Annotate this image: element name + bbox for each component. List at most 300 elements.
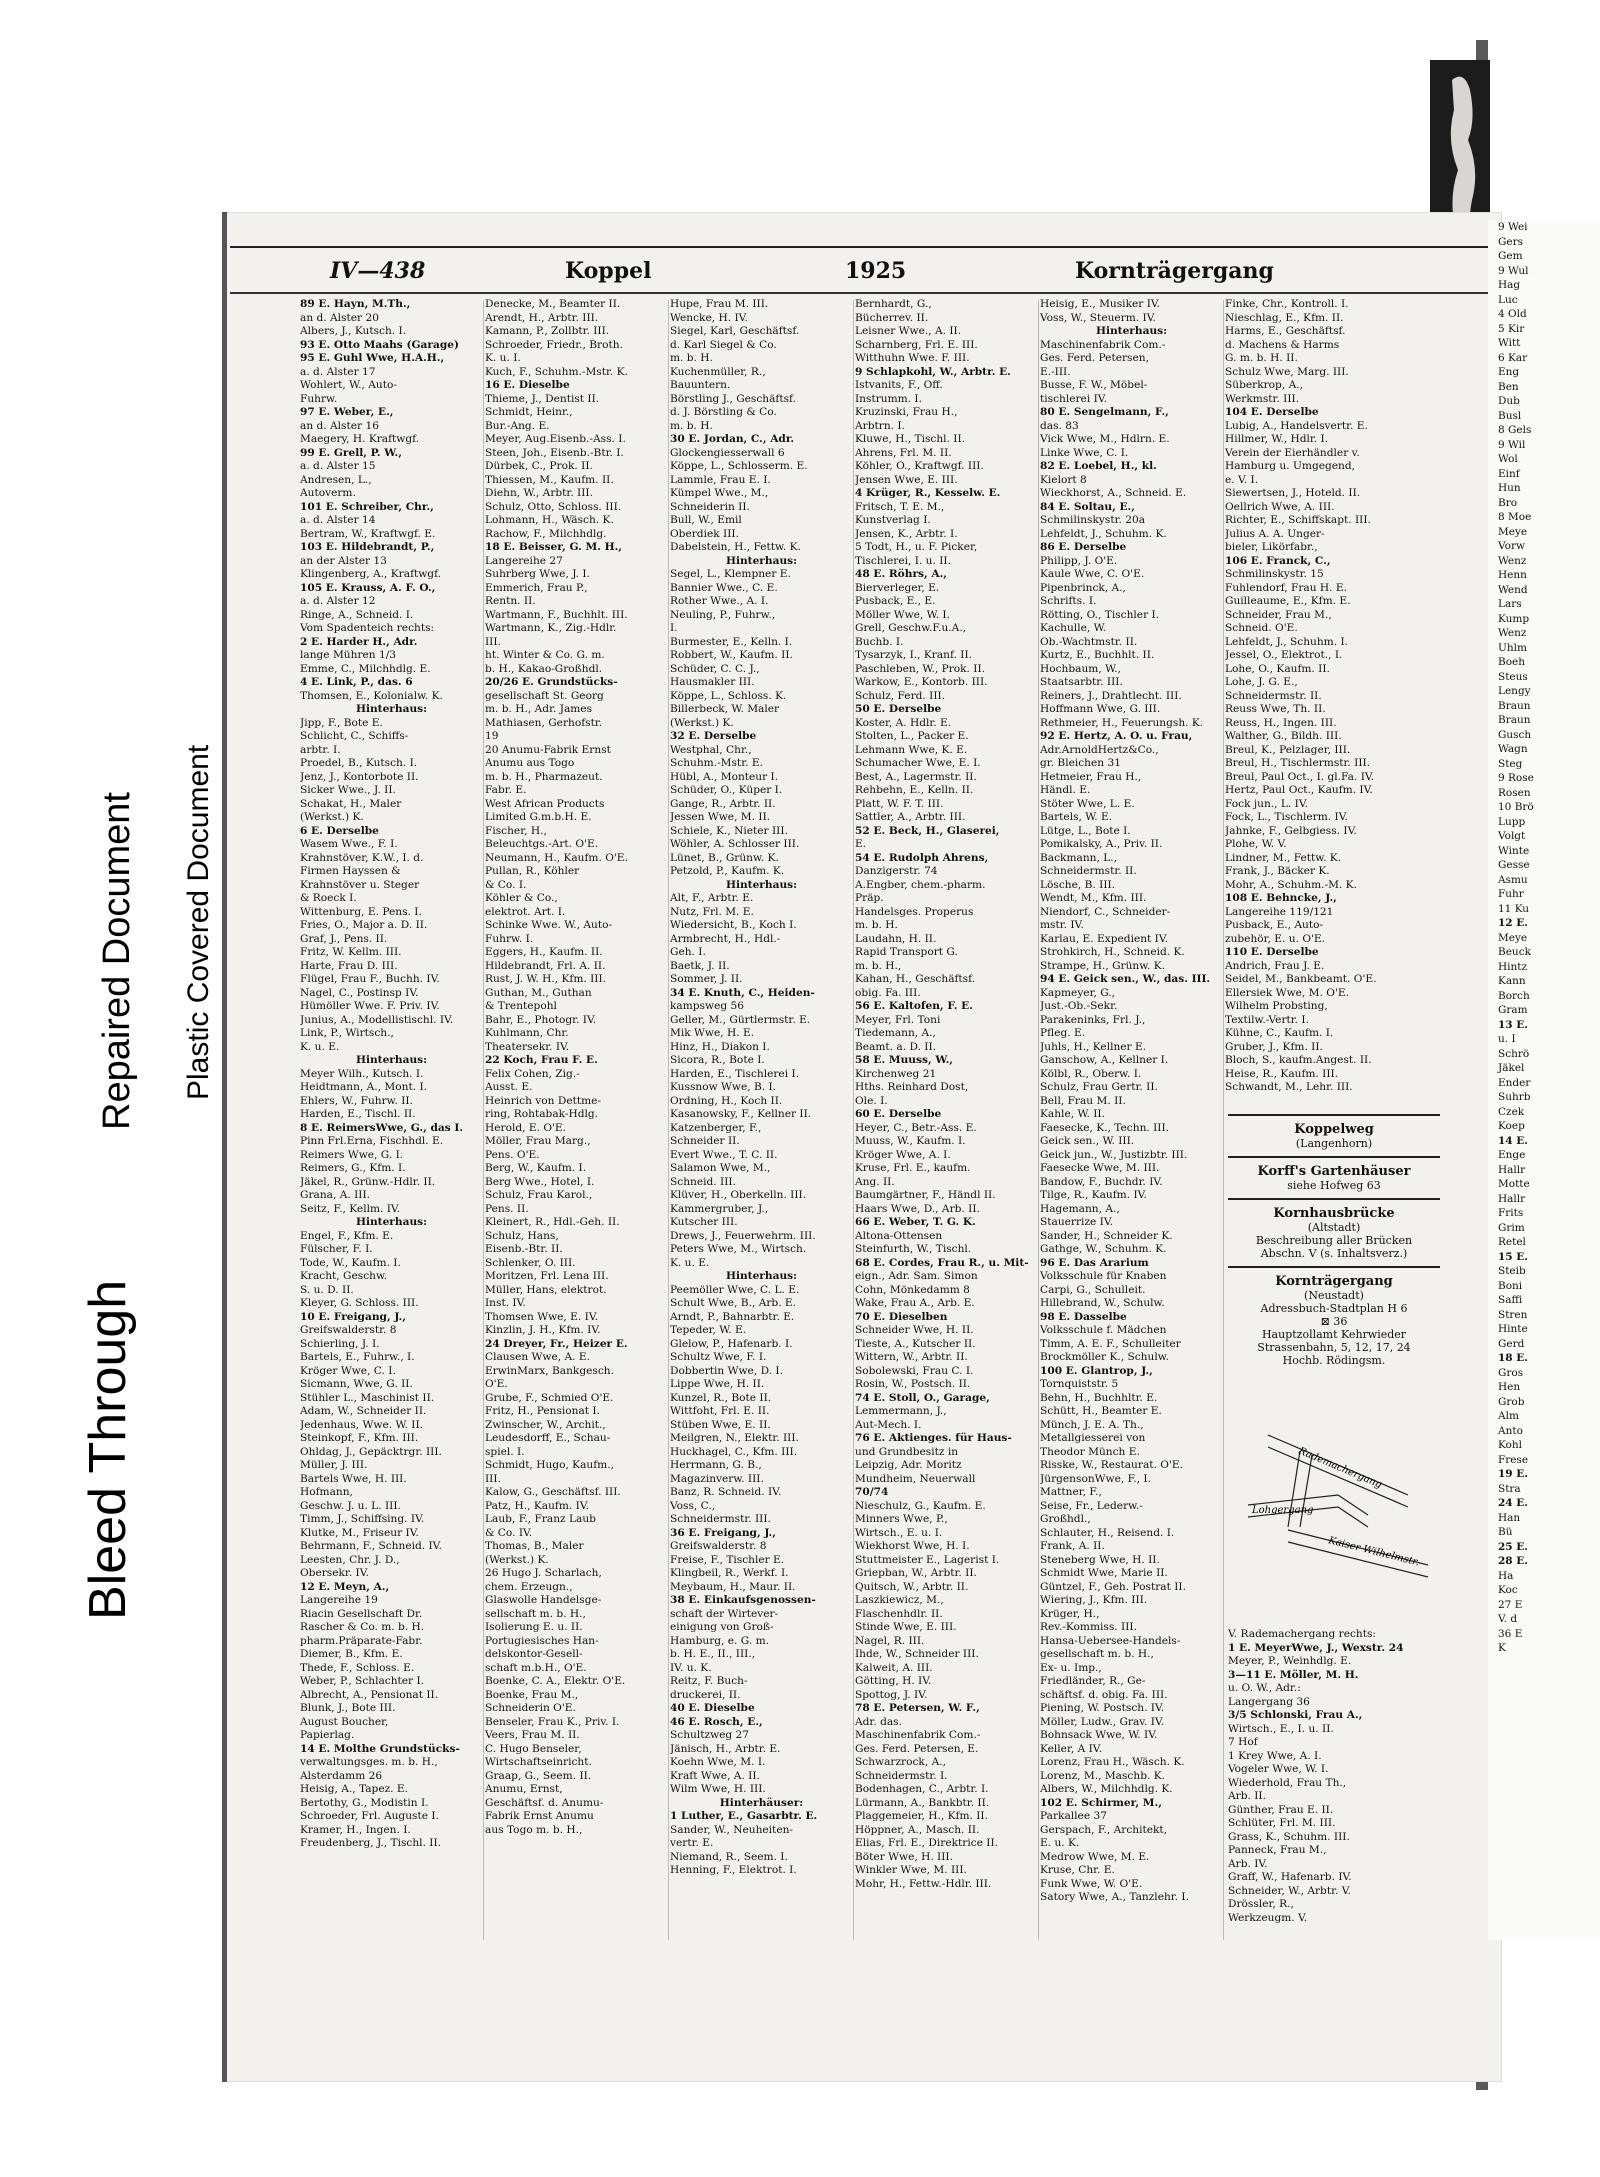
directory-entry: Jensen Wwe, E. III. [855,473,958,486]
directory-entry: Bartels, W. E. [1040,811,1113,823]
directory-entry: Busse, F. W., Möbel- [1040,379,1148,391]
directory-entry: Julius A. A. Unger- [1225,527,1325,540]
directory-entry: Veers, Frau M. II. [485,1729,580,1741]
directory-entry: Ohldag, J., Gepäcktrgr. III. [300,1445,442,1458]
directory-entry: Krüger, H., [1040,1607,1100,1620]
directory-entry: schaft der Wirtever- [670,1607,779,1620]
directory-entry: 19 E. [1498,1468,1528,1480]
directory-entry: 8 Moe [1498,511,1532,523]
directory-entry: Wenz [1498,554,1527,567]
directory-entry: Sicora, R., Bote I. [670,1054,765,1066]
directory-entry: ht. Winter & Co. G. m. [485,649,605,661]
directory-entry: Maegery, H. Kraftwgf. [300,433,420,445]
directory-entry: 20/26 E. Grundstücks- [485,676,618,688]
directory-entry: Bücherrev. II. [855,311,929,324]
directory-entry: (Werkst.) K. [485,1553,549,1566]
directory-entry: chem. Erzeugn., [485,1580,573,1593]
directory-entry: Ole. I. [855,1094,888,1107]
directory-entry: m. b. H., Pharmazeut. [485,770,603,783]
directory-entry: Jessen Wwe, M. II. [670,811,771,823]
directory-entry: 104 E. Derselbe [1225,406,1319,418]
directory-entry: Lohe, J. G. E., [1225,676,1298,688]
header-top-rule [230,246,1500,248]
directory-entry: Laudahn, H. II. [855,932,937,945]
directory-entry: Dub [1498,395,1520,407]
directory-entry: Stüben Wwe, E. II. [670,1418,771,1431]
directory-entry: 98 E. Dasselbe [1040,1310,1127,1323]
directory-entry: Flaschenhdlr. II. [855,1607,943,1620]
directory-entry: Hinterhaus: [355,1054,428,1066]
directory-entry: eign., Adr. Sam. Simon [855,1270,978,1282]
directory-entry: Bull, W., Emil [670,514,742,526]
directory-entry: 16 E. Dieselbe [485,379,570,391]
directory-entry: Harden, E., Tischl. II. [300,1108,416,1120]
kornhaus-note: Abschn. V (s. Inhaltsverz.) [1260,1247,1408,1260]
directory-entry: 19 [485,730,499,742]
directory-entry: Süberkrop, A., [1225,379,1303,391]
directory-entry: Tepeder, W. E. [670,1324,747,1336]
directory-entry: Schüder, O., Küper I. [670,784,783,796]
directory-entry: Wol [1498,453,1518,465]
directory-entry: Panneck, Frau M., [1228,1844,1327,1856]
directory-entry: 25 E. [1498,1540,1528,1553]
directory-entry: Han [1498,1511,1521,1524]
directory-entry: 54 E. Rudolph Ahrens, [855,851,989,864]
directory-entry: Stöter Wwe, L. E. [1040,797,1135,810]
directory-entry: gesellschaft m. b. H., [1040,1648,1154,1660]
directory-entry: pharm.Präparate-Fabr. [300,1634,423,1647]
directory-entry: 76 E. Aktienges. für Haus- [855,1432,1012,1444]
directory-entry: Limited G.m.b.H. E. [485,811,592,823]
directory-entry: Kaule Wwe, C. O'E. [1040,568,1145,580]
directory-entry: Ha [1498,1569,1514,1582]
directory-entry: Bro [1498,496,1518,509]
directory-entry: 18 E. [1498,1352,1528,1364]
directory-entry: Lorenz, M., Maschb. K. [1040,1769,1165,1782]
directory-entry: Bauuntern. [670,379,731,391]
directory-entry: Parakeninks, Frl. J., [1040,1013,1146,1026]
directory-entry: Glaswolle Handelsge- [485,1594,602,1606]
directory-entry: Vom Spadenteich rechts: [300,622,435,634]
directory-entry: Schulz, Otto, Schloss. III. [485,500,622,513]
directory-entry: d. J. Börstling & Co. [670,406,777,418]
directory-entry: Proedel, B., Kutsch. I. [300,757,418,769]
directory-entry: delskontor-Gesell- [485,1648,583,1660]
directory-entry: Rev.-Kommiss. III. [1040,1621,1137,1633]
directory-entry: Heisig, E., Musiker IV. [1040,298,1161,310]
directory-entry: Klingbeil, R., Werkf. I. [670,1567,789,1579]
directory-entry: 12 E. Meyn, A., [300,1580,390,1593]
directory-entry: Breul, Paul Oct., I. gl.Fa. IV. [1225,770,1375,783]
directory-entry: m. b. H., Adr. James [485,703,593,715]
directory-entry: IV. u. K. [670,1661,712,1674]
directory-entry: Wiering, J., Kfm. III. [1040,1594,1148,1606]
directory-entry: Stuttmeister E., Lagerist I. [855,1553,1000,1566]
directory-entry: E. [855,838,867,850]
directory-entry: 101 E. Schreiber, Chr., [300,500,434,513]
directory-entry: III. [485,635,501,648]
directory-entry: Ahrens, Frl. M. II. [855,446,952,459]
directory-entry: Wendt, M., Kfm. III. [1040,892,1147,904]
directory-entry: 6 E. Derselbe [300,824,379,837]
directory-entry: Anumu, Ernst, [485,1783,563,1795]
directory-entry: Glockengiesserwall 6 [670,446,785,459]
directory-entry: Dürbek, C., Prok. II. [485,460,593,472]
directory-entry: Fuhrw. [300,392,338,405]
directory-entry: Ges. Ferd. Petersen, E. [855,1742,979,1755]
directory-entry: (Werkst.) K. [670,716,734,729]
directory-entry: Wenz [1498,627,1527,639]
directory-entry: 52 E. Beck, H., Glaserei, [855,824,1000,837]
directory-entry: Gram [1498,1004,1528,1016]
directory-entry: Vorw [1498,540,1525,552]
directory-entry: Tischlerei, I. u. II. [855,554,951,567]
directory-entry: Tode, W., Kaufm. I. [300,1256,401,1269]
directory-entry: 92 E. Hertz, A. O. u. Frau, [1040,730,1193,742]
directory-entry: Lünet, B., Grünw. K. [670,851,779,864]
directory-entry: 36 E. Freigang, J., [670,1526,776,1539]
directory-entry: Arb. II. [1228,1790,1266,1802]
directory-entry: Kuch, F., Schuhm.-Mstr. K. [485,365,628,378]
directory-entry: Kielort 8 [1040,473,1087,486]
korntraeger-info: ⊠ 36 [1320,1315,1348,1328]
directory-entry: Motte [1498,1178,1530,1190]
directory-entry: 48 E. Röhrs, A., [855,568,947,580]
directory-entry: Schneider Wwe, H. II. [855,1324,974,1336]
directory-entry: Schultzweg 27 [670,1729,750,1741]
directory-entry: Ben [1498,380,1519,393]
directory-entry: Lammle, Frau E. I. [670,473,771,486]
directory-entry: 10 E. Freigang, J., [300,1310,406,1323]
directory-entry: Fritz, W. Kellm. III. [300,946,402,958]
directory-entry: Lubig, A., Handelsvertr. E. [1225,419,1368,432]
korntraeger-title: Kornträgergang [1275,1274,1393,1289]
directory-entry: 66 E. Weber, T. G. K. [855,1216,976,1228]
directory-entry: Kunstverlag I. [855,514,931,526]
directory-entry: Albers, W., Milchhdlg. K. [1040,1783,1173,1795]
directory-entry: Adr. das. [855,1715,902,1728]
directory-entry: Ihde, W., Schneider III. [855,1648,979,1660]
directory-entry: Schmidt, Hugo, Kaufm., [485,1459,614,1471]
directory-entry: Greifswalderstr. 8 [300,1324,397,1336]
directory-entry: Hallr [1498,1163,1526,1176]
directory-entry: Rehbehn, E., Kelln. II. [855,784,974,796]
directory-entry: Schmidt Wwe, Marie II. [1040,1567,1168,1579]
directory-entry: Ringe, A., Schneid. I. [300,608,414,621]
directory-entry: Bü [1498,1526,1513,1538]
directory-entry: Steinfurth, W., Tischl. [855,1243,972,1255]
directory-entry: West African Products [485,797,605,810]
directory-entry: m. b. H. [855,919,898,931]
directory-entry: K. u. I. [485,352,521,364]
directory-entry: Schulz, Ferd. III. [855,689,946,702]
directory-entry: Seitz, F., Kellm. IV. [300,1202,401,1215]
directory-entry: Grass, K., Schuhm. III. [1228,1830,1350,1843]
directory-entry: Boni [1498,1279,1523,1292]
directory-entry: Schneider, W., Arbtr. V. [1228,1884,1351,1897]
directory-entry: Harte, Frau D. III. [300,959,398,972]
directory-entry: Gem [1498,250,1523,262]
directory-entry: Sobolewski, Frau C. I. [855,1364,974,1377]
directory-entry: Jedenhaus, Wwe. W. II. [300,1418,423,1431]
directory-entry: 9 Schlapkohl, W., Arbtr. E. [855,365,1011,378]
directory-entry: Witthuhn Wwe. F. III. [855,352,970,364]
directory-entry: Schneid. O'E. [1225,622,1298,634]
directory-entry: 8 E. ReimersWwe, G., das I. [300,1121,464,1134]
directory-entry: Sommer, J. II. [670,973,743,985]
directory-entry: sellschaft m. b. H., [485,1607,586,1620]
directory-entry: Kahle, W. II. [1040,1108,1105,1120]
directory-entry: Bohnsack Wwe, W. IV. [1040,1729,1158,1741]
directory-entry: Langereihe 27 [485,554,563,567]
directory-entry: Altona-Ottensen [855,1229,943,1242]
directory-entry: a. d. Alster 12 [300,595,376,607]
directory-entry: Staatsarbtr. III. [1040,676,1123,688]
directory-entry: Juhls, H., Kellner E. [1040,1040,1147,1053]
directory-entry: Kleinert, R., Hdl.-Geh. II. [485,1216,620,1228]
directory-entry: Fritsch, T. E. M., [855,500,945,513]
directory-entry: Obersekr. IV. [300,1567,369,1579]
directory-entry: Fuhrw. I. [485,932,534,945]
directory-entry: A.Engber, chem.-pharm. [855,878,986,891]
directory-entry: Winkler Wwe, M. III. [855,1864,967,1876]
directory-entry: obig. Fa. III. [855,986,921,999]
directory-entry: 27 E [1498,1598,1523,1611]
directory-entry: Eng [1498,366,1520,378]
directory-entry: 24 Dreyer, Fr., Heizer E. [485,1337,628,1350]
directory-entry: u. O. W., Adr.: [1228,1682,1301,1694]
directory-entry: Benseler, Frau K., Priv. I. [485,1715,620,1728]
korffs-subtitle: siehe Hofweg 63 [1287,1179,1381,1192]
directory-entry: a. d. Alster 14 [300,514,376,526]
directory-entry: Graf, J., Pens. II. [300,932,388,945]
directory-entry: Meye [1498,931,1528,944]
directory-entry: Brockmöller K., Schulw. [1040,1351,1169,1363]
column-1 [300,298,483,1938]
directory-entry: Elias, Frl. E., Direktrice II. [855,1837,999,1849]
directory-entry: Boeh [1498,656,1526,668]
directory-entry: Jensen, K., Arbtr. I. [855,527,958,540]
adjacent-page-strip [1488,220,1600,1940]
directory-entry: Winte [1498,844,1530,857]
directory-entry: Seise, Fr., Lederw.- [1040,1499,1143,1512]
directory-entry: 74 E. Stoll, O., Garage, [855,1391,990,1404]
directory-entry: Wirtsch., E., I. u. II. [1228,1722,1334,1735]
directory-entry: 8 Gels [1498,424,1532,436]
directory-entry: d. Karl Siegel & Co. [670,338,777,351]
directory-entry: 5 Todt, H., u. F. Picker, [855,541,978,553]
directory-entry: Schneiderin O'E. [485,1702,576,1714]
directory-entry: Hamburg, e. G. m. [670,1634,770,1647]
directory-entry: kampsweg 56 [670,1000,744,1012]
directory-entry: Bartels Wwe, H. III. [300,1472,407,1485]
directory-entry: schäftsf. d. obig. Fa. III. [1040,1688,1168,1701]
directory-entry: Henn [1498,569,1527,581]
directory-entry: 2 E. Harder H., Adr. [300,635,418,648]
directory-entry: Hofmann, [300,1486,353,1498]
directory-entry: Bertram, W., Kraftwgf. E. [300,527,436,540]
directory-entry: Asmu [1498,873,1528,886]
directory-entry: Backmann, L., [1040,851,1117,864]
directory-entry: Freise, F., Tischler E. [670,1553,785,1566]
directory-entry: Schlüter, Frl. M. III. [1228,1817,1336,1829]
directory-entry: Adr.ArnoldHertz&Co., [1040,743,1159,756]
directory-entry: Lohmann, H., Wäsch. K. [485,514,614,526]
directory-entry: Schmilinskystr. 15 [1225,568,1324,580]
directory-entry: Ges. Ferd. Petersen, [1040,352,1149,364]
directory-entry: Neuling, P., Fuhrw., [670,608,776,621]
directory-entry: 40 E. Dieselbe [670,1702,755,1714]
korntraeger-entries [1228,1628,1440,1938]
directory-entry: Grana, A. III. [300,1189,371,1201]
directory-entry: 20 Anumu-Fabrik Ernst [485,743,611,756]
directory-entry: Steen, Joh., Eisenb.-Btr. I. [485,446,624,459]
directory-entry: 110 E. Derselbe [1225,946,1319,958]
directory-entry: 70 E. Dieselben [855,1310,948,1323]
directory-entry: und Grundbesitz in [855,1445,959,1458]
directory-entry: Witt [1498,337,1521,349]
directory-entry: Tornquiststr. 5 [1040,1378,1119,1390]
directory-entry: einigung von Groß- [670,1621,774,1633]
directory-entry: Busl [1498,409,1522,422]
directory-entry: Schneidermstr. II. [1225,689,1322,702]
directory-entry: V. Rademachergang rechts: [1228,1628,1376,1640]
directory-entry: Graff, W., Hafenarb. IV. [1228,1871,1352,1883]
directory-entry: Griepban, W., Arbtr. II. [855,1567,977,1579]
directory-entry: Robbert, W., Kaufm. II. [670,649,793,661]
directory-entry: Jäkel [1498,1062,1525,1074]
directory-entry: Lehmann Wwe, K. E. [855,743,968,756]
directory-entry: Einf [1498,467,1520,480]
directory-entry: Hinterhaus: [725,878,798,891]
directory-entry: Instrumm. I. [855,392,922,405]
directory-entry: Jänisch, H., Arbtr. E. [670,1742,781,1755]
directory-entry: Billerbeck, W. Maler [670,703,780,715]
directory-entry: Uhlm [1498,641,1527,654]
directory-entry: Diehn, W., Arbtr. III. [485,487,593,499]
directory-entry: Frese [1498,1453,1529,1466]
directory-entry: Lemmermann, J., [855,1405,947,1417]
directory-entry: Eisenb.-Btr. II. [485,1243,563,1255]
directory-entry: Kluwe, H., Tischl. II. [855,433,966,445]
directory-entry: druckerei, II. [670,1688,741,1701]
directory-entry: Lohe, O., Kaufm. II. [1225,662,1330,675]
directory-entry: Wieckhorst, A., Schneid. E. [1040,487,1187,499]
column-divider [1038,300,1039,1940]
directory-entry: Kalow, G., Geschäftsf. III. [485,1486,621,1498]
directory-entry: Hun [1498,482,1521,494]
directory-entry: Bodenhagen, C., Arbtr. I. [855,1783,989,1795]
directory-entry: Schrifts. I. [1040,595,1097,607]
directory-entry: Köppe, L., Schloss. K. [670,689,787,702]
directory-entry: Köhler, O., Kraftwgf. III. [855,460,984,472]
directory-entry: Lars [1498,598,1522,610]
directory-entry: Geschäftsf. d. Anumu- [485,1796,604,1809]
directory-entry: Geick jun., W., Justizbtr. III. [1040,1148,1188,1161]
directory-entry: 100 E. Glantrop, J., [1040,1364,1153,1377]
directory-entry: Bur.-Ang. E. [485,419,550,432]
kornhaus-note: Beschreibung aller Brücken [1255,1234,1413,1247]
directory-entry: Werkmstr. III. [1225,392,1300,405]
directory-entry: Voss, W., Steuerm. IV. [1040,311,1156,324]
directory-entry: Sander, W., Neuheiten- [670,1823,793,1836]
directory-entry: Hausmakler III. [670,676,755,688]
directory-entry: Suhrb [1498,1091,1531,1103]
directory-entry: Rosin, W., Postsch. II. [855,1378,971,1390]
directory-entry: Inst. IV. [485,1297,526,1309]
column-divider [1223,300,1224,1940]
directory-entry: Fock, L., Tischlerm. IV. [1225,811,1348,823]
directory-entry: Grob [1498,1395,1525,1408]
directory-entry: Wiederhold, Frau Th., [1228,1776,1347,1789]
directory-entry: Tieste, A., Kutscher II. [855,1337,976,1350]
directory-entry: Jipp, F., Bote E. [300,716,383,729]
directory-entry: Autoverm. [300,487,356,499]
column-5 [1040,298,1223,1938]
directory-entry: Kunzel, R., Bote II. [670,1391,772,1404]
directory-entry: Kurtz, E., Buchhlt. II. [1040,649,1155,661]
directory-entry: Strohkirch, H., Schneid. K. [1040,946,1185,958]
directory-entry: vertr. E. [670,1837,714,1849]
directory-entry: Katzenberger, F., [670,1121,762,1134]
kornhaus-title: Kornhausbrücke [1273,1206,1395,1221]
directory-entry: Felix Cohen, Zig.- [485,1067,580,1080]
directory-entry: Pipenbrinck, A., [1040,581,1126,594]
directory-entry: Meyer Wilh., Kutsch. I. [300,1067,424,1080]
directory-entry: Tysarzyk, I., Kranf. II. [855,649,973,661]
repaired-document-label: Repaired Document [96,792,138,1130]
directory-entry: Wöhler, A. Schlosser III. [670,838,800,850]
directory-entry: Nieschulz, G., Kaufm. E. [855,1499,986,1512]
map-label-lohgergang: Lohgergang [1252,1505,1314,1516]
directory-entry: Kraft Wwe, A. II. [670,1769,760,1782]
directory-entry: 46 E. Rosch, E., [670,1715,763,1728]
directory-entry: 1 E. MeyerWwe, J., Wexstr. 24 [1228,1641,1404,1654]
directory-entry: arbtr. I. [300,743,341,756]
directory-entry: Wasem Wwe., F. I. [300,838,398,850]
directory-entry: Klüver, H., Oberkelln. III. [670,1189,807,1201]
directory-entry: 70/74 [855,1486,889,1498]
directory-entry: Bahr, E., Photogr. IV. [485,1013,597,1026]
directory-entry: JürgensonWwe, F., I. [1040,1472,1151,1485]
directory-entry: Ganschow, A., Kellner I. [1040,1054,1169,1066]
directory-entry: Gros [1498,1366,1524,1379]
directory-entry: Rust, J. W. H., Kfm. III. [485,973,607,985]
directory-entry: Rapid Transport G. [855,946,958,958]
directory-entry: Guthan, M., Guthan [485,986,592,999]
directory-entry: 103 E. Hildebrandt, P., [300,541,435,553]
directory-entry: Denecke, M., Beamter II. [485,298,621,310]
directory-entry: 93 E. Otto Maahs (Garage) [300,338,459,351]
directory-entry: Funk Wwe, W. O'E. [1040,1877,1143,1890]
directory-entry: Kasanowsky, F., Kellner II. [670,1108,812,1120]
directory-entry: Schulz, Frau Karol., [485,1189,593,1201]
directory-entry: 24 E. [1498,1497,1528,1509]
directory-entry: Frits [1498,1207,1524,1219]
directory-entry: Niendorf, C., Schneider- [1040,905,1171,918]
directory-entry: Wilm Wwe, H. III. [670,1783,766,1795]
directory-entry: Ex- u. Imp., [1040,1661,1102,1674]
directory-entry: 30 E. Jordan, C., Adr. [670,433,795,445]
directory-entry: Rentn. II. [485,595,536,607]
directory-entry: Dobbertin Wwe, D. I. [670,1364,783,1377]
directory-entry: Werkzeugm. V. [1228,1911,1308,1924]
directory-entry: Wencke, H. IV. [670,311,748,324]
directory-entry: Rötting, O., Tischler I. [1040,608,1160,621]
directory-entry: 13 E. [1498,1018,1528,1031]
directory-entry: Pens. II. [485,1202,529,1215]
directory-entry: Walther, G., Bildh. III. [1225,730,1342,742]
